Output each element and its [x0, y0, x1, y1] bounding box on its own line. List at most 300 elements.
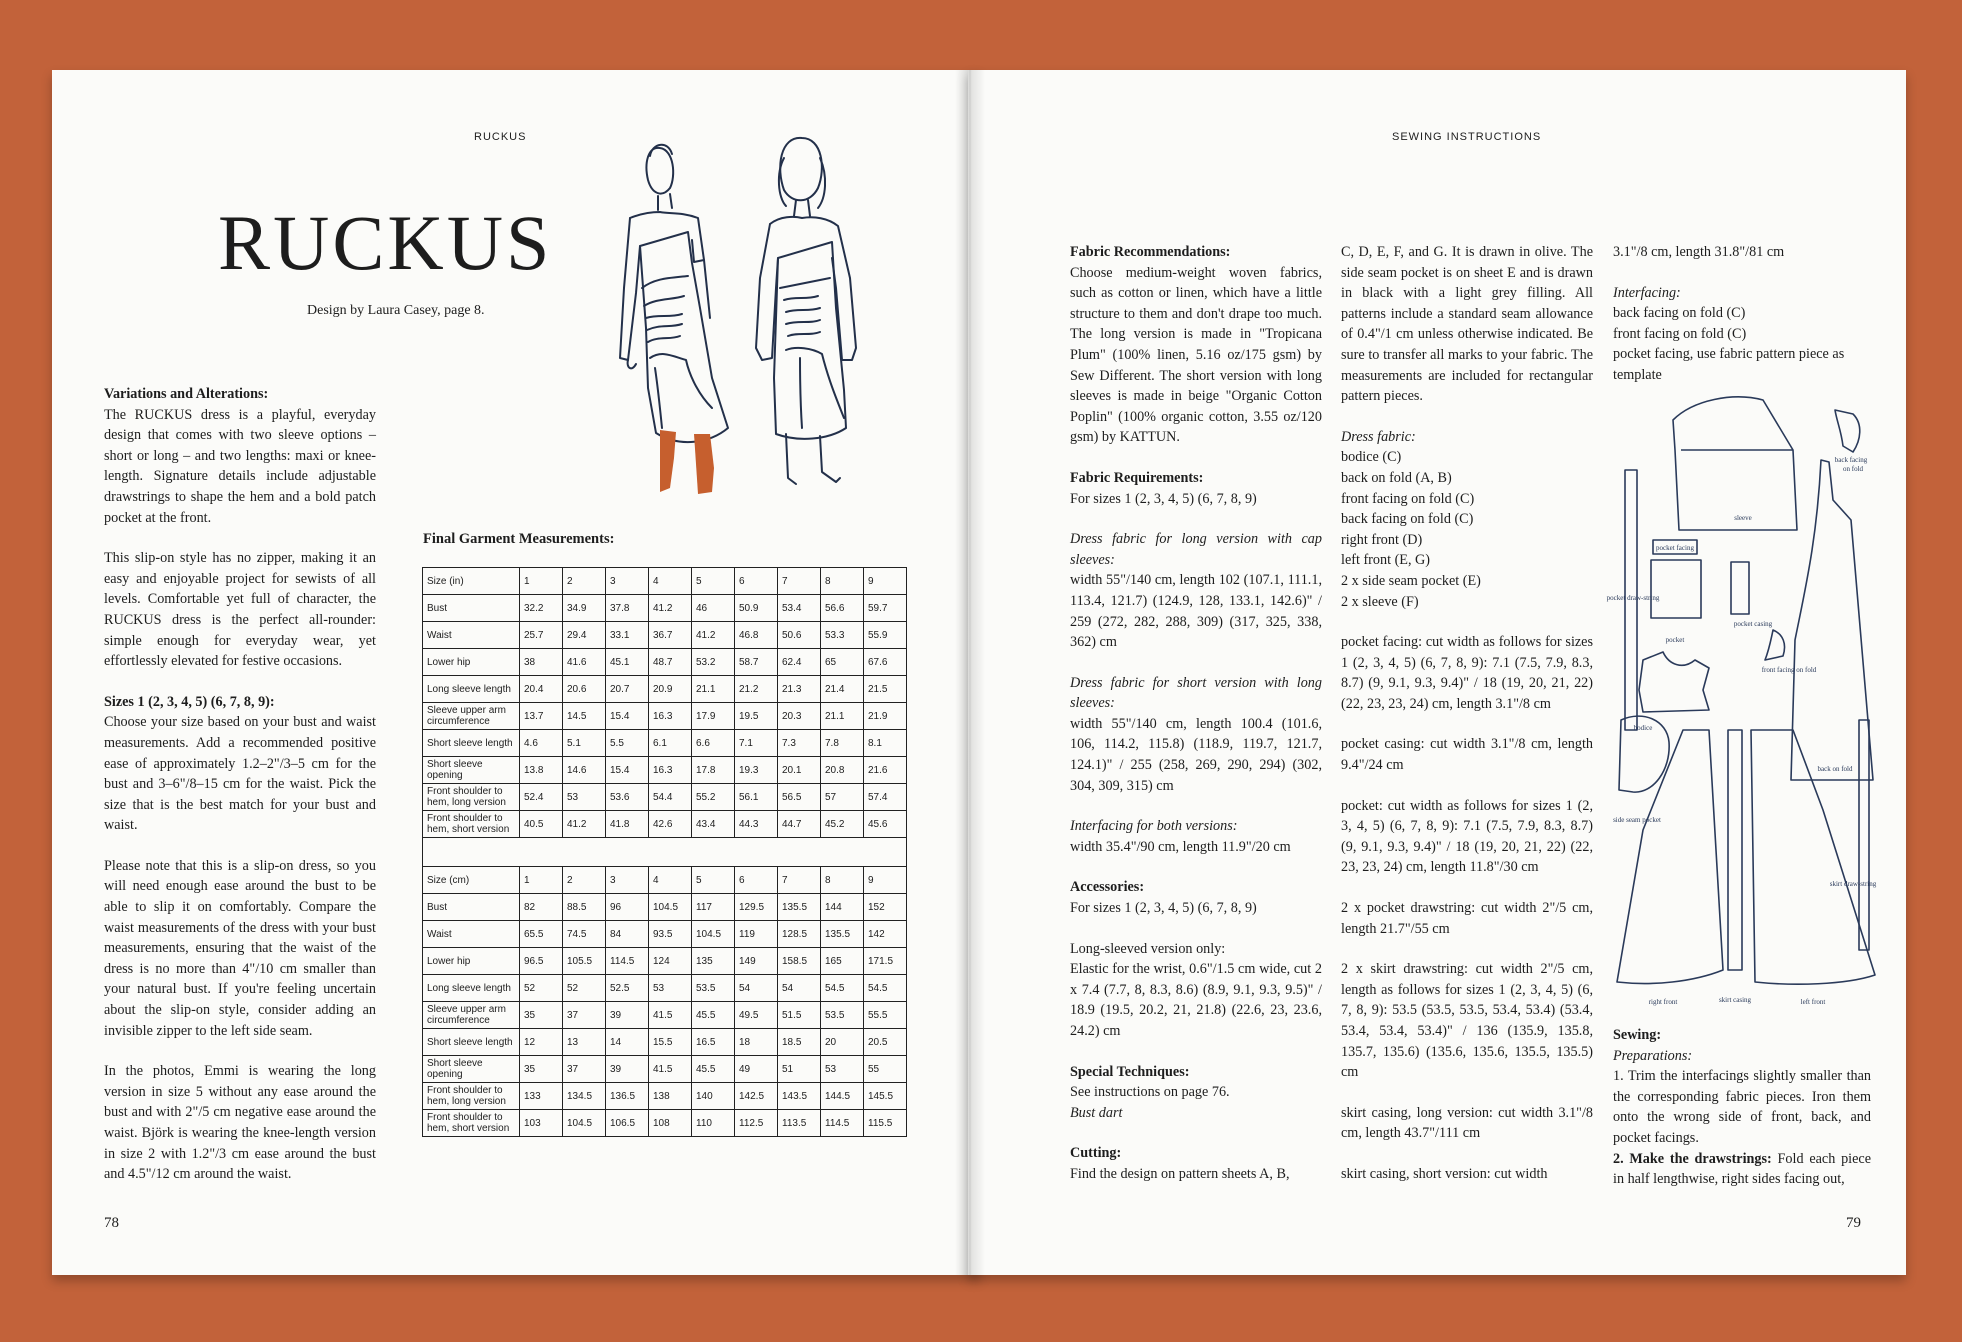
value-cell: 55 — [864, 1056, 907, 1083]
interfacing-list — [1613, 303, 1871, 385]
table-header-row-in — [423, 568, 907, 595]
bust-dart: Bust dart — [1070, 1104, 1123, 1121]
right-column-1 — [1070, 242, 1322, 1205]
fabric-rec-text: Choose medium-weight woven fabrics, such as cotton or linen, which have a little structure to them and don't drape too much. The long version is made in "Tropicana Plum" (100% linen, 5.16 oz/175 gsm) by Sew Different. The short version with long sleeves is made in beige "Organic Cotton Poplin" (100% organic cotton, 3.55 oz/120 gsm) by KATTUN. — [1070, 264, 1322, 446]
skirt-drawstring-text: 2 x skirt drawstring: cut width 2"/5 cm, length as follows for sizes 1 (2, 3, 4, 5) (6, 7, 8, 9): 53.5 (53.5, 53.5, 53.4, 53.4) (53.4, 53.4, 53.4, 53.4)" / 136 (135.9, 135.8, 135.7, 135.6) (135.6, 135.6, 135.5, 135.5) cm — [1341, 961, 1593, 1081]
cutting-heading: Cutting: — [1070, 1145, 1122, 1162]
value-cell: 144.5 — [821, 1083, 864, 1110]
label-bodice: bodice — [1633, 724, 1653, 732]
value-cell: 113.5 — [778, 1110, 821, 1137]
left-text-column — [104, 384, 376, 1205]
value-cell: 54 — [778, 975, 821, 1002]
value-cell: 18 — [735, 1029, 778, 1056]
value-cell: 34.9 — [563, 595, 606, 622]
row-label-cell: Short sleeve opening — [423, 757, 520, 784]
value-cell: 20.1 — [778, 757, 821, 784]
value-cell: 42.6 — [649, 811, 692, 838]
value-cell: 29.4 — [563, 622, 606, 649]
value-cell: 144 — [821, 894, 864, 921]
value-cell: 19.5 — [735, 703, 778, 730]
row-label-cell: Waist — [423, 622, 520, 649]
row-label-cell: Short sleeve length — [423, 1029, 520, 1056]
value-cell: 20.6 — [563, 676, 606, 703]
page-number-right: 79 — [1846, 1215, 1861, 1231]
label-back-facing: back facing — [1834, 456, 1868, 464]
table-row-cm — [423, 948, 907, 975]
value-cell: 19.3 — [735, 757, 778, 784]
value-cell: 105.5 — [563, 948, 606, 975]
back-on-fold-piece — [1791, 460, 1873, 780]
value-cell: 135.5 — [821, 921, 864, 948]
value-cell: 53.6 — [606, 784, 649, 811]
value-cell: 5.1 — [563, 730, 606, 757]
back-facing-piece — [1835, 410, 1860, 452]
value-cell: 41.5 — [649, 1002, 692, 1029]
page-number-left: 78 — [104, 1215, 119, 1231]
row-label-cell: Waist — [423, 921, 520, 948]
value-cell: 55.5 — [864, 1002, 907, 1029]
value-cell: 32.2 — [520, 595, 563, 622]
table-header-row-cm — [423, 867, 907, 894]
value-cell: 93.5 — [649, 921, 692, 948]
value-cell: 1 — [520, 867, 563, 894]
dress-fabric-item: bodice (C) — [1341, 449, 1402, 466]
value-cell: 48.7 — [649, 649, 692, 676]
dress-fabric-item: front facing on fold (C) — [1341, 490, 1475, 507]
value-cell: 15.5 — [649, 1029, 692, 1056]
value-cell: 5 — [692, 867, 735, 894]
value-cell: 13.8 — [520, 757, 563, 784]
interfacing-item: pocket facing, use fabric pattern piece as template — [1613, 346, 1845, 383]
variations-text-2: This slip-on style has no zipper, making it an easy and enjoyable project for sewists of all levels. Comfortable yet full of character, the RUCKUS dress is the perfect all-rounder: simple enough for everyday wear, yet effortlessly elevated for festive occasions. — [104, 550, 376, 670]
value-cell: 140 — [692, 1083, 735, 1110]
value-cell: 45.2 — [821, 811, 864, 838]
value-cell: 33.1 — [606, 622, 649, 649]
label-right-front: right front — [1648, 998, 1678, 1006]
value-cell: 7.1 — [735, 730, 778, 757]
short-version-text: width 55"/140 cm, length 100.4 (101.6, 106, 114.2, 115.8) (118.9, 119.7, 121.7, 124.1)" / 255 (258, 269, 290, 294) (302, 304, 309, 315) cm — [1070, 715, 1322, 794]
label-back-on-fold: back on fold — [1817, 765, 1853, 773]
table-row-cm — [423, 921, 907, 948]
pocket-piece — [1651, 560, 1701, 618]
table-row-in — [423, 730, 907, 757]
value-cell: 136.5 — [606, 1083, 649, 1110]
value-cell: 21.1 — [821, 703, 864, 730]
row-label-cell: Sleeve upper arm circumference — [423, 703, 520, 730]
pocket-facing-text: pocket facing: cut width as follows for sizes 1 (2, 3, 4, 5) (6, 7, 8, 9): 7.1 (7.5, 7.9, 8.3, 8.7) (9, 9.1, 9.3, 9.4)" / 18 (19, 20, 21, 22) (22, 23, 23, 24) cm, length 3.1"/8 cm — [1341, 634, 1593, 712]
running-head-left: RUCKUS — [474, 131, 527, 143]
value-cell: 104.5 — [692, 921, 735, 948]
sewing-section — [1613, 1025, 1871, 1210]
right-column-2 — [1341, 242, 1593, 1205]
value-cell: 110 — [692, 1110, 735, 1137]
value-cell: 103 — [520, 1110, 563, 1137]
label-on-fold: on fold — [1842, 465, 1864, 473]
value-cell: 3 — [606, 867, 649, 894]
value-cell: 129.5 — [735, 894, 778, 921]
label-skirt-drawstring: skirt draw-string — [1829, 880, 1877, 888]
dress-fabric-list — [1341, 447, 1593, 612]
value-cell: 65.5 — [520, 921, 563, 948]
interfacing-item: back facing on fold (C) — [1613, 305, 1746, 322]
value-cell: 124 — [649, 948, 692, 975]
value-cell: 6 — [735, 867, 778, 894]
label-pocket: pocket — [1665, 636, 1685, 644]
variations-text-1: The RUCKUS dress is a playful, everyday design that comes with two sleeve options – short or long – and two lengths: maxi or knee-length. Signature details include adjustable drawstrings to shape the hem and a bold patch pocket at the front. — [104, 406, 376, 526]
value-cell: 133 — [520, 1083, 563, 1110]
pocket-casing-piece — [1731, 562, 1749, 614]
step-2-text: Fold each piece in half lengthwise, right sides facing out, — [1613, 1150, 1871, 1188]
book-gutter — [955, 70, 985, 1275]
table-row-cm — [423, 1029, 907, 1056]
measurement-tables — [422, 567, 907, 1137]
measurement-table — [422, 567, 907, 1137]
long-version-text: width 55"/140 cm, length 102 (107.1, 111.1, 113.4, 121.7) (124.9, 128, 133.1, 142.6)" / 259 (272, 282, 288, 309) (317, 325, 338, 362) cm — [1070, 572, 1322, 651]
value-cell: 20.3 — [778, 703, 821, 730]
value-cell: 74.5 — [563, 921, 606, 948]
value-cell: 38 — [520, 649, 563, 676]
value-cell: 152 — [864, 894, 907, 921]
value-cell: 171.5 — [864, 948, 907, 975]
value-cell: 25.7 — [520, 622, 563, 649]
row-label-cell: Front shoulder to hem, long version — [423, 1083, 520, 1110]
value-cell: 40.5 — [520, 811, 563, 838]
fabric-req-sizes: For sizes 1 (2, 3, 4, 5) (6, 7, 8, 9) — [1070, 490, 1257, 507]
pattern-title: RUCKUS — [218, 199, 553, 286]
step-1: 1. Trim the interfacings slightly smaller than the corresponding fabric pieces. Iron them onto the wrong side of front, back, and pocket facings. — [1613, 1068, 1871, 1146]
value-cell: 96 — [606, 894, 649, 921]
value-cell: 21.1 — [692, 676, 735, 703]
dress-illustration — [600, 128, 930, 528]
value-cell: 58.7 — [735, 649, 778, 676]
value-cell: 3 — [606, 568, 649, 595]
row-label-cell: Front shoulder to hem, short version — [423, 1110, 520, 1137]
value-cell: 43.4 — [692, 811, 735, 838]
bodice-piece — [1639, 652, 1709, 712]
value-cell: 5.5 — [606, 730, 649, 757]
value-cell: 7 — [778, 568, 821, 595]
label-pocket-facing: pocket facing — [1656, 544, 1694, 552]
value-cell: 53.5 — [692, 975, 735, 1002]
table-row-in — [423, 703, 907, 730]
value-cell: 114.5 — [606, 948, 649, 975]
value-cell: 21.2 — [735, 676, 778, 703]
dress-fabric-item: back on fold (A, B) — [1341, 469, 1452, 486]
value-cell: 143.5 — [778, 1083, 821, 1110]
table-row-in — [423, 649, 907, 676]
dress-fabric-item: back facing on fold (C) — [1341, 511, 1474, 528]
value-cell: 59.7 — [864, 595, 907, 622]
variations-heading: Variations and Alterations: — [104, 386, 269, 402]
table-row-cm — [423, 894, 907, 921]
value-cell: 20.8 — [821, 757, 864, 784]
row-label-cell: Front shoulder to hem, short version — [423, 811, 520, 838]
label-left-front: left front — [1800, 998, 1826, 1006]
value-cell: 54 — [735, 975, 778, 1002]
value-cell: 8.1 — [864, 730, 907, 757]
value-cell: 1 — [520, 568, 563, 595]
value-cell: 37 — [563, 1056, 606, 1083]
elastic-text: Elastic for the wrist, 0.6"/1.5 cm wide, cut 2 x 7.4 (7.7, 8, 8.3, 8.6) (8.9, 9.1, 9.3, 9.5)" / 18.9 (19.5, 20.2, 21, 21.8) (22.6, 23, 23.6, 24.2) cm — [1070, 961, 1322, 1039]
value-cell: 7.8 — [821, 730, 864, 757]
preparations-label: Preparations: — [1613, 1047, 1693, 1064]
table-row-in — [423, 757, 907, 784]
value-cell: 51 — [778, 1056, 821, 1083]
pattern-sheet-text: C, D, E, F, and G. It is drawn in olive. The side seam pocket is on sheet E and is drawn in black with a light grey filling. All patterns include a standard seam allowance of 0.4"/1 cm unless otherwise indicated. Be sure to transfer all marks to your fabric. The measurements are included for rectangular pattern pieces. — [1341, 244, 1593, 405]
value-cell: 6.1 — [649, 730, 692, 757]
value-cell: 8 — [821, 867, 864, 894]
value-cell: 37 — [563, 1002, 606, 1029]
value-cell: 41.2 — [692, 622, 735, 649]
value-cell: 12 — [520, 1029, 563, 1056]
pocket-text: pocket: cut width as follows for sizes 1 (2, 3, 4, 5) (6, 7, 8, 9): 7.1 (7.5, 7.9, 8.3, 8.7) (9, 9.1, 9.3, 9.4)" / 18 (19, 20, 21, 22) (22, 23, 23, 24) cm, length 11.8"/30 cm — [1341, 797, 1593, 876]
value-cell: 49.5 — [735, 1002, 778, 1029]
pocket-drawstring-text: 2 x pocket drawstring: cut width 2"/5 cm, length 21.7"/55 cm — [1341, 900, 1593, 937]
table-row-in — [423, 784, 907, 811]
table-spacer-row — [423, 838, 907, 867]
value-cell: 21.6 — [864, 757, 907, 784]
skirt-casing-long-text: skirt casing, long version: cut width 3.1"/8 cm, length 43.7"/111 cm — [1341, 1104, 1593, 1142]
value-cell: 119 — [735, 921, 778, 948]
label-pocket-casing: pocket casing — [1733, 620, 1773, 628]
value-cell: 9 — [864, 867, 907, 894]
value-cell: 108 — [649, 1110, 692, 1137]
value-cell: 50.6 — [778, 622, 821, 649]
pocket-casing-text: pocket casing: cut width 3.1"/8 cm, length 9.4"/24 cm — [1341, 736, 1593, 774]
value-cell: 37.8 — [606, 595, 649, 622]
pattern-layout-diagram — [1606, 390, 1878, 1025]
value-cell: 104.5 — [563, 1110, 606, 1137]
value-cell: 52 — [520, 975, 563, 1002]
sizes-text-2: Please note that this is a slip-on dress, so you will need enough ease around the bust to be able to slip it on comfortably. Compare the waist measurements of the dress with your bust measurements, ensuring that the waist of the dress is no more than 4"/10 cm smaller than your natural bust. If you're feeling uncertain about the slip-on style, consider adding an invisible zipper to the left side seam. — [104, 857, 376, 1039]
value-cell: 138 — [649, 1083, 692, 1110]
value-cell: 2 — [563, 568, 606, 595]
value-cell: 50.9 — [735, 595, 778, 622]
dress-fabric-item: left front (E, G) — [1341, 552, 1431, 569]
value-cell: 44.3 — [735, 811, 778, 838]
value-cell: 17.8 — [692, 757, 735, 784]
value-cell: 134.5 — [563, 1083, 606, 1110]
value-cell: 4 — [649, 568, 692, 595]
value-cell: 135 — [692, 948, 735, 975]
sleeve-piece — [1673, 397, 1797, 530]
value-cell: 57 — [821, 784, 864, 811]
value-cell: 16.3 — [649, 757, 692, 784]
value-cell: 117 — [692, 894, 735, 921]
value-cell: 56.6 — [821, 595, 864, 622]
value-cell: 53 — [821, 1056, 864, 1083]
value-cell: 5 — [692, 568, 735, 595]
value-cell: 6 — [735, 568, 778, 595]
value-cell: 20.5 — [864, 1029, 907, 1056]
value-cell: 54.5 — [864, 975, 907, 1002]
row-label-cell: Lower hip — [423, 948, 520, 975]
value-cell: 16.3 — [649, 703, 692, 730]
label-pocket-drawstring: pocket draw-string — [1606, 594, 1660, 602]
value-cell: 2 — [563, 867, 606, 894]
value-cell: 41.2 — [649, 595, 692, 622]
table-row-cm — [423, 1083, 907, 1110]
value-cell: 53.4 — [778, 595, 821, 622]
table-row-cm — [423, 1002, 907, 1029]
label-side-seam-pocket: side seam pocket — [1613, 816, 1661, 824]
value-cell: 82 — [520, 894, 563, 921]
value-cell: 149 — [735, 948, 778, 975]
value-cell: 13 — [563, 1029, 606, 1056]
value-cell: 49 — [735, 1056, 778, 1083]
cutting-text: Find the design on pattern sheets A, B, — [1070, 1165, 1290, 1182]
fabric-rec-heading: Fabric Recommendations: — [1070, 244, 1231, 260]
value-cell: 53 — [563, 784, 606, 811]
table-row-cm — [423, 975, 907, 1002]
value-cell: 142.5 — [735, 1083, 778, 1110]
value-cell: 41.6 — [563, 649, 606, 676]
table-row-in — [423, 811, 907, 838]
dress-fabric-item: 2 x side seam pocket (E) — [1341, 572, 1481, 589]
value-cell: 53 — [649, 975, 692, 1002]
value-cell: 96.5 — [520, 948, 563, 975]
col3-top-text: 3.1"/8 cm, length 31.8"/81 cm — [1613, 244, 1785, 260]
value-cell: 4 — [649, 867, 692, 894]
value-cell: 39 — [606, 1056, 649, 1083]
row-label-cell: Short sleeve length — [423, 730, 520, 757]
skirt-casing-piece — [1728, 730, 1742, 970]
value-cell: 165 — [821, 948, 864, 975]
value-cell: 44.7 — [778, 811, 821, 838]
interfacing-item: front facing on fold (C) — [1613, 325, 1747, 342]
value-cell: 142 — [864, 921, 907, 948]
special-techniques-text: See instructions on page 76. — [1070, 1084, 1230, 1101]
value-cell: 20.4 — [520, 676, 563, 703]
value-cell: 128.5 — [778, 921, 821, 948]
value-cell: 21.5 — [864, 676, 907, 703]
value-cell: 53.2 — [692, 649, 735, 676]
sizes-text-1: Choose your size based on your bust and waist measurements. Add a recommended positive ease of approximately 1.2–2"/3–5 cm for the bust and 3–6"/8–15 cm for the waist. Pick the size that is the best match for your bust and waist. — [104, 714, 376, 834]
value-cell: 16.5 — [692, 1029, 735, 1056]
long-version-label: Dress fabric for long version with cap sleeves: — [1070, 531, 1322, 568]
value-cell: 14.6 — [563, 757, 606, 784]
table-heading: Final Garment Measurements: — [423, 531, 615, 547]
table-row-cm — [423, 1056, 907, 1083]
value-cell: 106.5 — [606, 1110, 649, 1137]
accessories-heading: Accessories: — [1070, 879, 1145, 896]
running-head-right: SEWING INSTRUCTIONS — [1392, 131, 1542, 143]
value-cell: 56.5 — [778, 784, 821, 811]
value-cell: 53.3 — [821, 622, 864, 649]
accessories-sizes: For sizes 1 (2, 3, 4, 5) (6, 7, 8, 9) — [1070, 900, 1257, 917]
value-cell: 104.5 — [649, 894, 692, 921]
value-cell: 115.5 — [864, 1110, 907, 1137]
value-cell: 46 — [692, 595, 735, 622]
value-cell: 14.5 — [563, 703, 606, 730]
value-cell: 41.8 — [606, 811, 649, 838]
sewing-heading: Sewing: — [1613, 1027, 1662, 1043]
value-cell: 9 — [864, 568, 907, 595]
value-cell: 15.4 — [606, 757, 649, 784]
label-front-facing: front facing on fold — [1761, 666, 1817, 674]
value-cell: 57.4 — [864, 784, 907, 811]
right-column-3-top — [1613, 242, 1871, 406]
row-label-cell: Front shoulder to hem, long version — [423, 784, 520, 811]
front-facing-piece — [1765, 630, 1785, 660]
short-version-label: Dress fabric for short version with long sleeves: — [1070, 674, 1322, 712]
value-cell: 21.9 — [864, 703, 907, 730]
value-cell: 158.5 — [778, 948, 821, 975]
value-cell: 21.4 — [821, 676, 864, 703]
value-cell: 112.5 — [735, 1110, 778, 1137]
left-front-piece — [1751, 730, 1875, 984]
value-cell: 41.5 — [649, 1056, 692, 1083]
row-label-cell: Sleeve upper arm circumference — [423, 1002, 520, 1029]
step-2-heading: 2. Make the drawstrings: — [1613, 1150, 1772, 1167]
row-label-cell: Lower hip — [423, 649, 520, 676]
skirt-casing-short-text: skirt casing, short version: cut width — [1341, 1165, 1548, 1182]
value-cell: 41.2 — [563, 811, 606, 838]
label-skirt-casing: skirt casing — [1718, 996, 1752, 1004]
fabric-req-heading: Fabric Requirements: — [1070, 469, 1204, 486]
value-cell: 20.9 — [649, 676, 692, 703]
skirt-drawstring-piece — [1859, 720, 1869, 950]
row-label-cell: Long sleeve length — [423, 676, 520, 703]
spacer-cell — [423, 838, 907, 867]
interfacing-text: width 35.4"/90 cm, length 11.9"/20 cm — [1070, 838, 1291, 855]
value-cell: 39 — [606, 1002, 649, 1029]
table-row-cm — [423, 1110, 907, 1137]
value-cell: 55.9 — [864, 622, 907, 649]
value-cell: 53.5 — [821, 1002, 864, 1029]
value-cell: 35 — [520, 1002, 563, 1029]
row-label-cell: Size (cm) — [423, 867, 520, 894]
value-cell: 67.6 — [864, 649, 907, 676]
value-cell: 45.5 — [692, 1056, 735, 1083]
value-cell: 114.5 — [821, 1110, 864, 1137]
dress-fabric-item: 2 x sleeve (F) — [1341, 593, 1419, 610]
value-cell: 35 — [520, 1056, 563, 1083]
special-techniques-heading: Special Techniques: — [1070, 1063, 1190, 1080]
value-cell: 45.5 — [692, 1002, 735, 1029]
value-cell: 6.6 — [692, 730, 735, 757]
value-cell: 88.5 — [563, 894, 606, 921]
row-label-cell: Short sleeve opening — [423, 1056, 520, 1083]
value-cell: 54.4 — [649, 784, 692, 811]
value-cell: 36.7 — [649, 622, 692, 649]
interfacing-list-label: Interfacing: — [1613, 284, 1681, 301]
value-cell: 52.5 — [606, 975, 649, 1002]
row-label-cell: Size (in) — [423, 568, 520, 595]
value-cell: 52.4 — [520, 784, 563, 811]
value-cell: 14 — [606, 1029, 649, 1056]
value-cell: 145.5 — [864, 1083, 907, 1110]
value-cell: 20 — [821, 1029, 864, 1056]
value-cell: 65 — [821, 649, 864, 676]
value-cell: 52 — [563, 975, 606, 1002]
value-cell: 8 — [821, 568, 864, 595]
sizes-heading: Sizes 1 (2, 3, 4, 5) (6, 7, 8, 9): — [104, 693, 275, 710]
label-sleeve: sleeve — [1734, 514, 1752, 522]
value-cell: 62.4 — [778, 649, 821, 676]
value-cell: 46.8 — [735, 622, 778, 649]
table-row-in — [423, 676, 907, 703]
value-cell: 45.1 — [606, 649, 649, 676]
row-label-cell: Bust — [423, 894, 520, 921]
dress-fabric-item: right front (D) — [1341, 531, 1423, 548]
value-cell: 135.5 — [778, 894, 821, 921]
right-front-piece — [1617, 730, 1723, 984]
long-sleeved-only: Long-sleeved version only: — [1070, 940, 1226, 957]
value-cell: 7 — [778, 867, 821, 894]
value-cell: 51.5 — [778, 1002, 821, 1029]
row-label-cell: Bust — [423, 595, 520, 622]
